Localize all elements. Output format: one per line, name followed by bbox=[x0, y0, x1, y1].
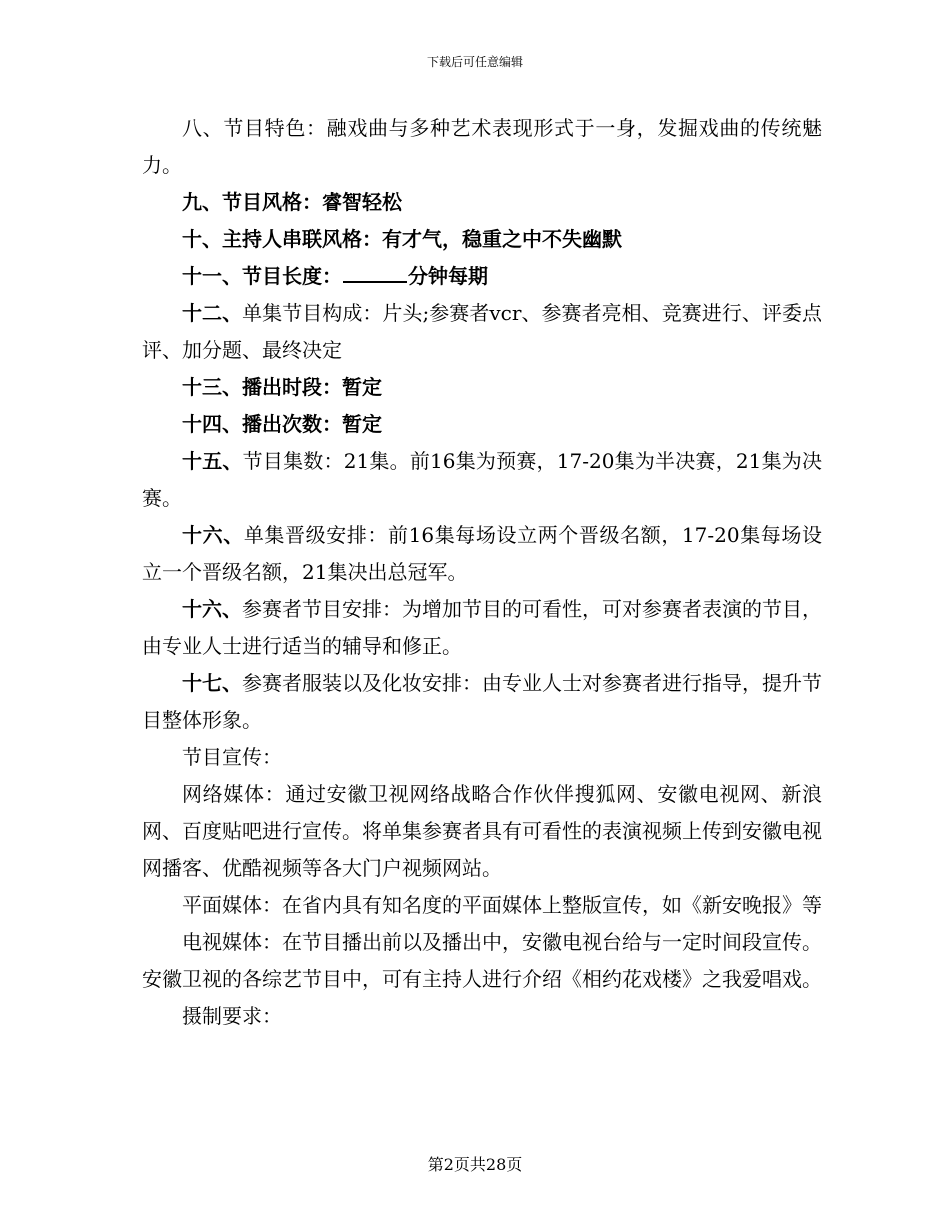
program-length-unit: 分钟每期 bbox=[408, 264, 488, 288]
document-body bbox=[142, 110, 822, 1035]
paragraph-broadcast-slot: 十三、播出时段：暂定 bbox=[182, 375, 382, 399]
paragraph-online-media: 网络媒体：通过安徽卫视网络战略合作伙伴搜狐网、安徽电视网、新浪网、百度贴吧进行宣传。将单集参赛者具有可看性的表演视频上传到安徽电视网播客、优酷视频等各大门户视频网站。 bbox=[142, 782, 822, 880]
paragraph-filming-requirements: 摄制要求： bbox=[182, 1004, 282, 1028]
section-text: 参赛者服装以及化妆安排：由专业人士对参赛者进行指导，提升节目整体形象。 bbox=[142, 671, 822, 732]
program-length-label: 十一、节目长度： bbox=[182, 264, 342, 288]
paragraph-promotion-title: 节目宣传： bbox=[182, 745, 282, 769]
section-number: 十六、 bbox=[182, 597, 242, 621]
section-text: 单集晋级安排：前16集每场设立两个晋级名额，17-20集每场设立一个晋级名额，21集决出总冠军。 bbox=[142, 523, 822, 584]
page-header: 下载后可任意编辑 bbox=[426, 55, 523, 69]
paragraph-promotion-arrangement bbox=[142, 517, 822, 591]
paragraph-program-style: 九、节目风格：睿智轻松 bbox=[182, 190, 402, 214]
paragraph-episode-count bbox=[142, 443, 822, 517]
section-text: 单集节目构成：片头;参赛者vcr、参赛者亮相、竞赛进行、评委点评、加分题、最终决定 bbox=[142, 301, 822, 362]
paragraph-program-length bbox=[142, 258, 822, 295]
paragraph-episode-structure bbox=[142, 295, 822, 369]
paragraph-costume-makeup bbox=[142, 665, 822, 739]
blank-underline bbox=[343, 263, 407, 283]
paragraph-contestant-program bbox=[142, 591, 822, 665]
paragraph-tv-media: 电视媒体：在节目播出前以及播出中，安徽电视台给与一定时间段宣传。安徽卫视的各综艺节目中，可有主持人进行介绍《相约花戏楼》之我爱唱戏。 bbox=[142, 930, 822, 991]
paragraph-broadcast-count: 十四、播出次数：暂定 bbox=[182, 412, 382, 436]
paragraph-print-media: 平面媒体：在省内具有知名度的平面媒体上整版宣传，如《新安晚报》等 bbox=[182, 893, 822, 917]
section-number: 十二、 bbox=[182, 301, 243, 325]
section-number: 十五、 bbox=[182, 449, 243, 473]
paragraph-program-feature: 八、节目特色：融戏曲与多种艺术表现形式于一身，发掘戏曲的传统魅力。 bbox=[142, 116, 822, 177]
page-number: 第2页共28页 bbox=[427, 1155, 523, 1174]
section-text: 参赛者节目安排：为增加节目的可看性，可对参赛者表演的节目，由专业人士进行适当的辅导和修正。 bbox=[142, 597, 822, 658]
section-number: 十六、 bbox=[182, 523, 244, 547]
section-text: 节目集数：21集。前16集为预赛，17-20集为半决赛，21集为决赛。 bbox=[142, 449, 823, 510]
paragraph-host-style: 十、主持人串联风格：有才气，稳重之中不失幽默 bbox=[182, 227, 622, 251]
section-number: 十七、 bbox=[182, 671, 242, 695]
